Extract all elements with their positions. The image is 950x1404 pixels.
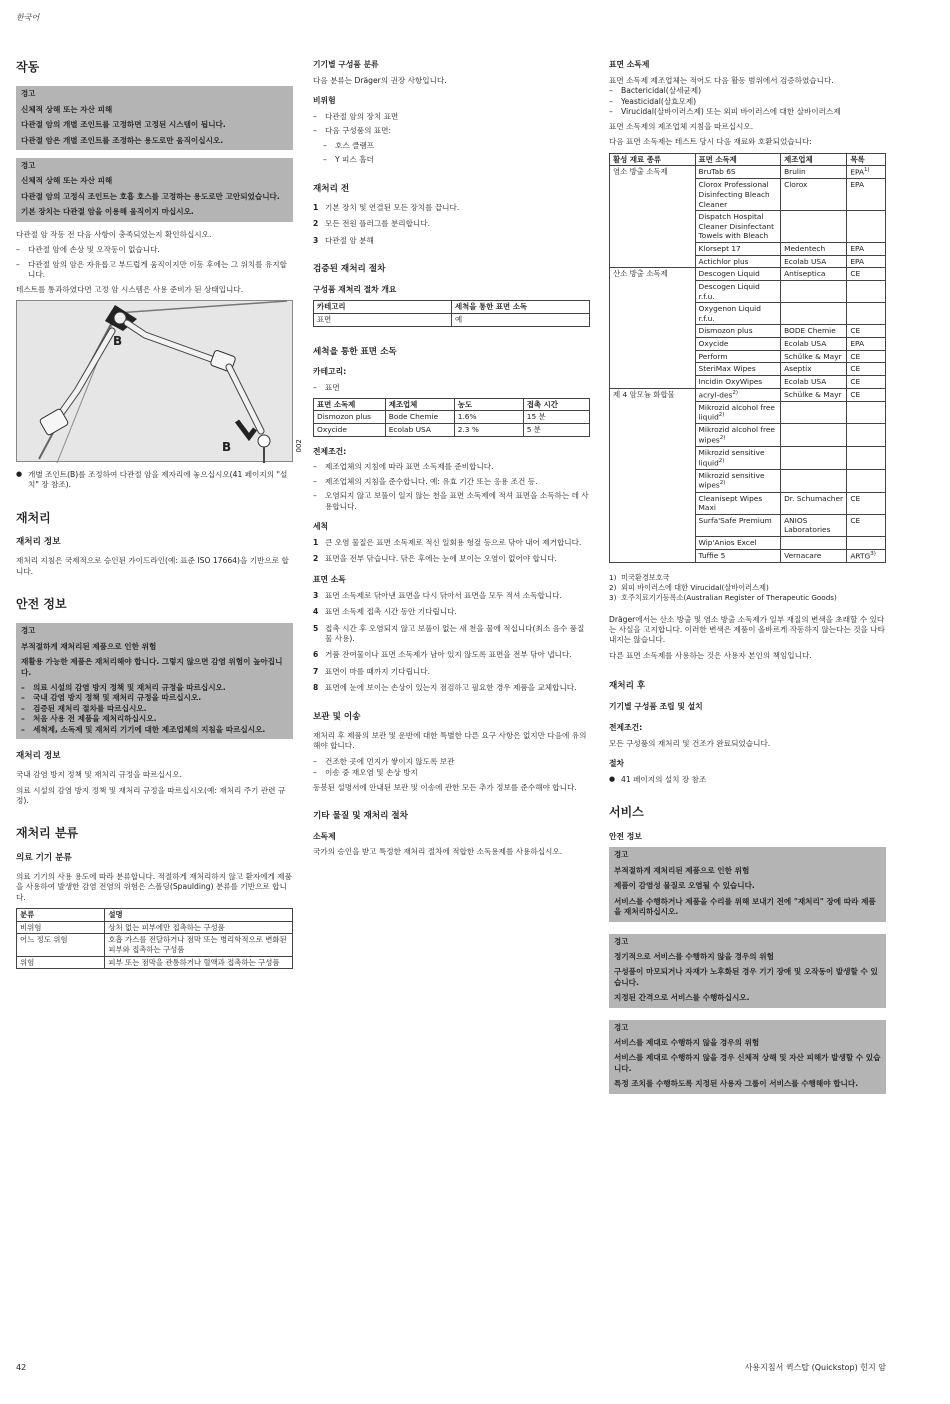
warning-box xyxy=(16,158,293,222)
safety-heading: 안전 정보 xyxy=(609,831,642,841)
step-item: 4 표면 소독제 접촉 시간 동안 기다립니다. xyxy=(313,607,457,617)
table-cell xyxy=(847,303,886,325)
overview-table xyxy=(313,300,590,326)
warning-item: – 처음 사용 전 제품을 재처리하십시오. xyxy=(21,714,288,724)
table-cell xyxy=(781,303,847,325)
warning-text: 제품이 감염성 물질로 오염될 수 있습니다. xyxy=(614,881,755,891)
table-cell: Mikrozid sensitive liquid$^{2)}$ xyxy=(695,447,781,470)
table-cell xyxy=(781,537,847,550)
table-cell xyxy=(847,537,886,550)
table-cell: ANIOS Laboratories xyxy=(781,514,847,536)
warning-label: 경고 xyxy=(21,89,36,99)
table-header: 농도 xyxy=(454,398,523,411)
table-cell: 예 xyxy=(452,314,590,327)
warning-box xyxy=(16,623,293,739)
table-cell: 염소 방출 소독제 xyxy=(610,166,696,268)
hinge-arm-illustration xyxy=(17,301,294,463)
column-left xyxy=(16,60,303,977)
table-cell: 5 분 xyxy=(523,423,589,436)
table-row xyxy=(17,956,293,969)
table-cell: Mikrozid alcohol free wipes$^{2)}$ xyxy=(695,424,781,447)
table-cell: 호흡 가스를 전달하거나 점막 또는 병리학적으로 변화된 피부와 접촉하는 구성품 xyxy=(105,934,293,956)
footnote: 2) 외피 바이러스에 대한 Virucidal(살바이러스제) xyxy=(609,582,769,592)
disinfectant-text: 국가의 승인을 받고 특정한 재처리 절차에 적합한 소독용제를 사용하십시오. xyxy=(313,847,563,857)
table-cell: Clorox xyxy=(781,179,847,211)
table-header: 카테고리 xyxy=(314,301,452,314)
warning-text: 서비스를 수행하거나 제품을 수리를 위해 보내기 전에 "재처리" 장에 따라 제품을 재처리하십시오. xyxy=(614,896,876,917)
warning-box xyxy=(609,847,886,921)
table-header: 표면 소독제 xyxy=(314,398,386,411)
table-cell: Descogen Liquid r.f.u. xyxy=(695,280,781,302)
table-cell: Oxycide xyxy=(695,338,781,351)
device-class-text: 다음 분류는 Dräger의 권장 사항입니다. xyxy=(313,75,447,85)
table-cell: Schülke & Mayr xyxy=(781,350,847,363)
step-item: 1 큰 오염 물질은 표면 소독제로 적신 일회용 헝겊 등으로 닦아 내어 제거합니다. xyxy=(313,537,582,547)
step-item: 5 접촉 시간 후 오염되지 않고 보풀이 없는 새 천을 물에 적십니다(최소 음수 품질 물 사용). xyxy=(313,623,585,644)
table-cell: Ecolab USA xyxy=(781,255,847,268)
table-header: 분류 xyxy=(17,909,105,922)
table-cell: Dr. Schumacher xyxy=(781,492,847,514)
medical-class-text: 의료 기기의 사용 용도에 따라 분류합니다. 적절하게 재처리하지 않고 환자에게 제품을 사용하여 발생한 감염 전염의 위험은 스폴딩(Spaulding) 분류를 기반으로 합니다. xyxy=(16,871,292,902)
table-row xyxy=(17,934,293,956)
table-header: 목록 xyxy=(847,153,886,166)
reproc-info2-text: 국내 감염 방지 정책 및 재처리 규정을 따르십시오. xyxy=(16,770,183,780)
table-cell: 2.3 % xyxy=(454,423,523,436)
storage-text: 재처리 후 제품의 보관 및 운반에 대한 특별한 다른 요구 사항은 없지만 다음에 유의해야 합니다. xyxy=(313,730,587,751)
disinfectant-table xyxy=(313,398,590,437)
table-cell xyxy=(781,447,847,470)
category-item: – 표면 xyxy=(313,383,590,393)
overview-heading: 구성품 재처리 절차 개요 xyxy=(313,284,397,294)
prereq-item: – 제조업체의 지침을 준수합니다. 예: 유효 기간 또는 응용 조건 등. xyxy=(313,477,590,487)
medical-class-heading: 의료 기기 분류 xyxy=(16,852,72,863)
table-cell: Tuffie 5 xyxy=(695,549,781,562)
warning-text: 재활용 가능한 제품은 재처리해야 합니다. 그렇지 않으면 감염 위험이 높아집니다. xyxy=(21,657,283,677)
table-cell: SteriMax Wipes xyxy=(695,363,781,376)
before-heading: 재처리 전 xyxy=(313,183,350,194)
warning-box xyxy=(609,934,886,1008)
other-disinfectant-text: 다른 표면 소독제를 사용하는 것은 사용자 본인의 책임입니다. xyxy=(609,650,812,660)
table-cell: Ecolab USA xyxy=(781,375,847,388)
warning-label: 경고 xyxy=(21,626,36,636)
step-item: 8 표면에 눈에 보이는 손상이 있는지 점검하고 필요한 경우 제품을 교체합니다. xyxy=(313,683,577,693)
surface-dis-heading: 표면 소독제 xyxy=(609,60,650,69)
reproc-info2-text: 의료 시설의 감염 방지 정책 및 재처리 규정을 따르십시오(예: 재처리 주기 관련 규정). xyxy=(16,785,286,806)
table-cell: CE xyxy=(847,268,886,281)
table-cell: Incidin OxyWipes xyxy=(695,375,781,388)
table-header: 표면 소독제 xyxy=(695,153,781,166)
noncritical-heading: 비위험 xyxy=(313,96,336,106)
device-class-heading: 기기별 구성품 분류 xyxy=(313,60,379,69)
table-cell: Cleanisept Wipes Maxi xyxy=(695,492,781,514)
table-row xyxy=(610,268,886,281)
table-cell xyxy=(781,424,847,447)
table-header: 제조업체 xyxy=(385,398,454,411)
table-header: 접촉 시간 xyxy=(523,398,589,411)
step-item: 3 표면 소독제로 닦아낸 표면을 다시 닦아서 표면을 모두 적셔 소독합니다. xyxy=(313,590,562,600)
warning-item: – 국내 감염 방지 정책 및 재처리 규정을 따르십시오. xyxy=(21,693,288,703)
disinfect-heading: 표면 소독 xyxy=(313,574,346,584)
surface-dis-item: – Virucidal(살바이러스제) 또는 외피 바이러스에 대한 살바이러스제 xyxy=(609,107,886,117)
warning-label: 경고 xyxy=(614,850,629,860)
warning-title: 부적절하게 재처리된 제품으로 인한 위험 xyxy=(21,641,157,651)
table-cell: EPA xyxy=(847,179,886,211)
table-row xyxy=(610,166,886,179)
follow-text: 표면 소독제의 제조업체 지침을 따르십시오. xyxy=(609,121,754,131)
step-item: 3 다관절 암 분해 xyxy=(313,235,374,245)
column-right xyxy=(609,60,886,1102)
storage-text: 동봉된 설명서에 안내된 보관 및 이송에 관한 모든 추가 정보를 준수해야 합니다. xyxy=(313,782,577,792)
table-cell xyxy=(781,469,847,492)
warning-title: 부적절하게 재처리된 제품으로 인한 위험 xyxy=(614,865,750,875)
table-cell: Bode Chemie xyxy=(385,411,454,424)
warning-item: – 세척제, 소독제 및 재처리 기기에 대한 제조업체의 지침을 따르십시오. xyxy=(21,725,288,735)
prereq-item: – 제조업체의 지침에 따라 표면 소독제를 준비합니다. xyxy=(313,462,590,472)
table-cell: Dismozon plus xyxy=(695,325,781,338)
surface-dis-item: – Yeasticidal(살효모제) xyxy=(609,97,886,107)
table-cell: BruTab 6S xyxy=(695,166,781,179)
table-cell: Mikrozid alcohol free liquid$^{2)}$ xyxy=(695,401,781,424)
table-cell: Descogen Liquid xyxy=(695,268,781,281)
check-item: – 다관절 암의 암은 자유롭고 부드럽게 움직이지만 이동 후에는 그 위치를 유지합니다. xyxy=(16,260,293,281)
warning-text: 서비스를 제대로 수행하지 않을 경우 신체적 상해 및 자산 피해가 발생할 수 있습니다. xyxy=(614,1053,881,1073)
test-passed-text: 테스트를 통과하였다면 고정 암 시스템은 사용 준비가 된 상태입니다. xyxy=(16,284,244,294)
table-cell: CE xyxy=(847,514,886,536)
surface-dis-text: 표면 소독제 제조업체는 적어도 다음 활동 범위에서 검증하였습니다. xyxy=(609,75,834,85)
warning-box xyxy=(16,86,293,150)
procedure-heading: 절차 xyxy=(609,759,625,769)
warning-text: 특정 조치를 수행하도록 지정된 사용자 그룹이 서비스를 수행해야 합니다. xyxy=(614,1079,859,1089)
table-cell: Aseptix xyxy=(781,363,847,376)
surface-heading: 세척을 통한 표면 소독 xyxy=(313,346,397,357)
table-row xyxy=(314,423,590,436)
noncritical-item: – 다관절 암의 장치 표면 xyxy=(313,112,590,122)
disinfectant-heading: 소독제 xyxy=(313,831,336,841)
warning-text: 기본 장치는 다관절 암을 이용해 움직이지 마십시오. xyxy=(21,207,194,217)
table-cell: acryl-des$^{2)}$ xyxy=(695,388,781,401)
storage-item: – 이송 중 재오염 및 손상 방지 xyxy=(313,768,590,778)
warning-text: 구성품이 마모되거나 자재가 노후화된 경우 기기 장애 및 오작동이 발생할 수 있습니다. xyxy=(614,967,878,987)
storage-item: – 건조한 곳에 먼지가 쌓이지 않도록 보관 xyxy=(313,757,590,767)
table-cell: 비위험 xyxy=(17,921,105,934)
table-cell: CE xyxy=(847,350,886,363)
classification-table xyxy=(16,908,293,969)
warning-label: 경고 xyxy=(21,161,36,171)
table-cell: 상처 없는 피부에만 접촉하는 구성품 xyxy=(105,921,293,934)
prereq-item: – 오염되지 않고 보풀이 일지 않는 천을 표면 소독제에 적셔 표면을 소독하는 데 사용합니다. xyxy=(313,491,590,512)
validated-heading: 검증된 재처리 절차 xyxy=(313,263,386,274)
figure-code: 002 xyxy=(294,439,303,453)
surface-dis-item: – Bactericidal(살세균제) xyxy=(609,86,886,96)
step-item: 2 모든 전원 플러그를 분리합니다. xyxy=(313,219,431,229)
footnotes xyxy=(609,573,886,603)
table-cell: Antiseptica xyxy=(781,268,847,281)
table-cell: EPA$^{1)}$ xyxy=(847,166,886,179)
warning-item: – 의료 시설의 감염 방지 정책 및 재처리 규정을 따르십시오. xyxy=(21,683,288,693)
table-cell: Schülke & Mayr xyxy=(781,388,847,401)
step-item: 1 기본 장치 및 연결된 모든 장치를 끕니다. xyxy=(313,202,460,212)
table-cell: Clorox Professional Disinfecting Bleach Cleaner xyxy=(695,179,781,211)
storage-heading: 보관 및 이송 xyxy=(313,711,361,722)
table-cell: EPA xyxy=(847,338,886,351)
table-cell: Mikrozid sensitive wipes$^{2)}$ xyxy=(695,469,781,492)
table-cell: 산소 방출 소독제 xyxy=(610,268,696,388)
prereq-text: 모든 구성품의 재처리 및 건조가 완료되었습니다. xyxy=(609,738,771,748)
table-cell: Vernacare xyxy=(781,549,847,562)
table-cell: Wip'Anios Excel xyxy=(695,537,781,550)
category-label: 카테고리: xyxy=(313,367,347,377)
warning-item: – 검증된 재처리 절차를 따르십시오. xyxy=(21,704,288,714)
table-header: 설명 xyxy=(105,909,293,922)
table-cell: CE xyxy=(847,363,886,376)
warning-text: 다관절 암의 개별 조인트를 고정하면 고정된 시스템이 됩니다. xyxy=(21,120,226,130)
reproc-info-heading: 재처리 정보 xyxy=(16,537,61,548)
noncritical-subitem: – 호스 클램프 xyxy=(313,141,590,151)
table-cell: Dismozon plus xyxy=(314,411,386,424)
table-cell: EPA xyxy=(847,255,886,268)
table-cell: 15 분 xyxy=(523,411,589,424)
table-cell xyxy=(847,424,886,447)
warning-label: 경고 xyxy=(614,936,629,946)
table-cell: CE xyxy=(847,375,886,388)
warning-title: 신체적 상해 또는 자산 피해 xyxy=(21,176,113,186)
table-cell xyxy=(847,280,886,302)
table-row xyxy=(610,388,886,401)
table-cell: Perform xyxy=(695,350,781,363)
table-cell: Actichlor plus xyxy=(695,255,781,268)
table-row xyxy=(17,921,293,934)
warning-title: 서비스를 제대로 수행하지 않을 경우의 위험 xyxy=(614,1037,760,1047)
safety-heading: 안전 정보 xyxy=(16,596,67,611)
footnote: 3) 호주치료기기등록소(Australian Register of Therapeutic Goods) xyxy=(609,592,837,602)
page-number: 42 xyxy=(16,1363,27,1372)
table-cell: Ecolab USA xyxy=(385,423,454,436)
reproc-info2-heading: 재처리 정보 xyxy=(16,751,61,762)
noncritical-subitem: – Y 피스 홀더 xyxy=(313,155,590,165)
adjust-instruction: ● 개별 조인트(B)를 조정하여 다관절 암을 제자리에 놓으십시오(41 페이지의 "설치" 장 참조). xyxy=(16,470,293,491)
warning-title: 신체적 상해 또는 자산 피해 xyxy=(21,104,113,114)
table-cell: BODE Chemie xyxy=(781,325,847,338)
other-heading: 기타 물질 및 재처리 절차 xyxy=(313,810,408,821)
table-cell: Surfa'Safe Premium xyxy=(695,514,781,536)
step-item: 2 표면을 전부 닦습니다. 닦은 후에는 눈에 보이는 오염이 없어야 합니다. xyxy=(313,554,557,564)
warning-text: 다관절 암의 고정식 조인트는 호흡 호스를 고정하는 용도로만 고안되었습니다. xyxy=(21,191,280,201)
table-cell: ARTG$^{3)}$ xyxy=(847,549,886,562)
table-cell: Oxygenon Liquid r.f.u. xyxy=(695,303,781,325)
service-heading: 서비스 xyxy=(609,805,644,820)
drager-text: Dräger에서는 산소 방출 및 염소 방출 소독제가 일부 재질의 변색을 초래할 수 있다는 사실을 고지합니다. 이러한 변색은 제품이 올바르게 작동하지 않는다는 것을 나타내지는 않습니다. xyxy=(609,614,885,645)
table-header: 세척을 통한 표면 소독 xyxy=(452,301,590,314)
prereq-heading: 전제조건: xyxy=(313,446,347,456)
warning-label: 경고 xyxy=(614,1022,629,1032)
language-label: 한국어 xyxy=(16,13,40,22)
hinge-arm-figure xyxy=(16,300,303,462)
table-cell: CE xyxy=(847,325,886,338)
check-item: – 다관절 암에 손상 및 오작동이 없습니다. xyxy=(16,245,293,255)
agent-table xyxy=(609,153,886,563)
table-cell: Oxycide xyxy=(314,423,386,436)
table-cell xyxy=(781,211,847,243)
table-cell: Medentech xyxy=(781,243,847,256)
table-cell: Klorsept 17 xyxy=(695,243,781,256)
operation-heading: 작동 xyxy=(16,60,40,74)
reproc-info-text: 재처리 지침은 국제적으로 승인된 가이드라인(예: 표준 ISO 17664)을 기반으로 합니다. xyxy=(16,556,289,576)
table-cell: 제 4 암모늄 화합물 xyxy=(610,388,696,562)
table-cell xyxy=(847,447,886,470)
footnote: 1) 미국환경보호국 xyxy=(609,572,670,582)
table-cell: EPA xyxy=(847,243,886,256)
table-header: 활성 재료 종류 xyxy=(610,153,696,166)
prereq-heading: 전제조건: xyxy=(609,722,643,732)
table-row xyxy=(314,314,590,327)
assembly-heading: 기기별 구성품 조립 및 설치 xyxy=(609,702,703,712)
document-title: 사용지침서 퀵스탑 (Quickstop) 힌지 암 xyxy=(744,1363,886,1372)
step-item: 7 표면이 마를 때까지 기다립니다. xyxy=(313,666,431,676)
warning-title: 정기적으로 서비스를 수행하지 않을 경우의 위험 xyxy=(614,951,774,961)
procedure-bullet: ● 41 페이지의 설치 장 참조 xyxy=(609,775,886,785)
joint-label-b: B xyxy=(113,333,123,348)
compat-text: 다음 표면 소독제는 테스트 당시 다음 재료와 호환되었습니다: xyxy=(609,137,812,147)
noncritical-item: – 다음 구성품의 표면: xyxy=(313,126,590,136)
check-intro: 다관절 암 작동 전 다음 사항이 충족되었는지 확인하십시오. xyxy=(16,229,212,239)
table-cell xyxy=(847,469,886,492)
warning-text: 지정된 간격으로 서비스를 수행하십시오. xyxy=(614,993,750,1003)
joint-label-b: B xyxy=(222,439,232,454)
table-cell: CE xyxy=(847,388,886,401)
table-cell xyxy=(781,401,847,424)
warning-box xyxy=(609,1020,886,1094)
table-cell xyxy=(781,280,847,302)
after-heading: 재처리 후 xyxy=(609,681,646,692)
table-cell: Ecolab USA xyxy=(781,338,847,351)
table-header: 제조업체 xyxy=(781,153,847,166)
table-cell: CE xyxy=(847,492,886,514)
table-cell: 표면 xyxy=(314,314,452,327)
table-cell: 어느 정도 위험 xyxy=(17,934,105,956)
table-cell: Brulin xyxy=(781,166,847,179)
table-cell xyxy=(847,401,886,424)
table-cell: Dispatch Hospital Cleaner Disinfectant Towels with Bleach xyxy=(695,211,781,243)
reprocessing-heading: 재처리 xyxy=(16,510,51,525)
table-row xyxy=(314,411,590,424)
column-middle xyxy=(313,60,590,863)
table-cell: 위험 xyxy=(17,956,105,969)
step-item: 6 거품 잔여물이나 표면 소독제가 남아 있지 않도록 표면을 전부 닦아 냅니다. xyxy=(313,650,572,660)
cleaning-heading: 세척 xyxy=(313,522,329,532)
warning-text: 다관절 암은 개별 조인트를 조정하는 용도로만 움직이십시오. xyxy=(21,135,224,145)
table-cell: 피부 또는 점막을 관통하거나 혈액과 접촉하는 구성품 xyxy=(105,956,293,969)
table-cell: 1.6% xyxy=(454,411,523,424)
classification-heading: 재처리 분류 xyxy=(16,826,79,841)
table-cell xyxy=(847,211,886,243)
